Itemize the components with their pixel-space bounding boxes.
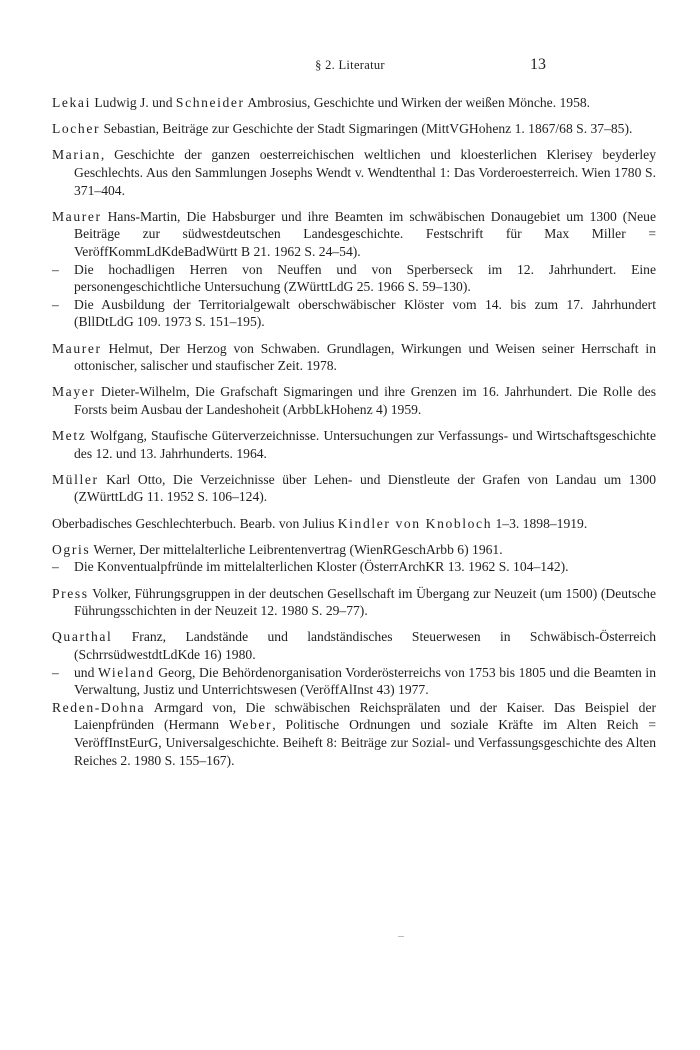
entry-text: Franz, Landstände und landständisches Steuerwesen in Schwäbisch-Österreich (SchrrsüdwestdtLdKde 16) 1980. [74,629,656,662]
bibliography-entry-marian [52,146,656,199]
author-name: Press [52,585,89,601]
bibliography-entry-locher [52,120,656,138]
entry-text: Die Konventualpfründe im mittelalterlichen Kloster (ÖsterrArchKR 13. 1962 S. 104–142). [74,559,569,575]
bibliography-list [52,94,656,769]
author-name: Reden-Dohna [52,699,146,715]
author-name: Lekai [52,95,91,110]
bibliography-entry-mueller [52,471,656,506]
author-name: Ogris [52,541,91,557]
entry-text: Helmut, Der Herzog von Schwaben. Grundlagen, Wirkungen und Weisen seiner Herrschaft in ottonischer, salischer und staufischer Zeit. 1978. [74,340,656,374]
bibliography-subentry [52,664,656,699]
bibliography-entry-reden-dohna [52,699,656,769]
entry-text: , Politische Ordnungen und soziale Kräfte im Alten Reich = VeröffInstEurG, Universalgeschichte. Beiheft 8: Beiträge zur Sozial- und Verfassungsgeschichte des Alten Reiches 2. 1980 S. 155–167). [74,717,656,768]
bibliography-subentry [52,261,656,296]
entry-text: Georg, Die Behördenorganisation Vorderösterreichs von 1753 bis 1805 und die Beamten in Verwaltung, Justiz und Unterrichtswesen (VeröffAlInst 43) 1977. [74,664,656,698]
author-name: Maurer [52,340,102,356]
bibliography-entry-maurer-helmut [52,340,656,375]
dash-marker: – [52,559,59,575]
dash-marker: – [52,664,59,680]
entry-text: Volker, Führungsgruppen in der deutschen Gesellschaft im Übergang zur Neuzeit (um 1500) (Deutsche Führungsschichten in der Neuzeit 12. 1980 S. 29–77). [74,585,656,619]
author-name: Metz [52,428,87,444]
author-name: Müller [52,471,99,487]
bibliography-entry-lekai [52,94,656,112]
page-header [0,56,700,76]
bibliography-entry-mayer [52,383,656,418]
running-head: § 2. Literatur [315,58,385,72]
entry-text: Oberbadisches Geschlechterbuch. Bearb. von Julius [52,515,338,531]
scan-mark [398,936,404,937]
entry-text: Sebastian, Beiträge zur Geschichte der Stadt Sigmaringen (MittVGHohenz 1. 1867/68 S. 37–85). [100,121,633,137]
author-name: Maurer [52,208,102,224]
bibliography-entry-maurer-hans-martin [52,208,656,261]
bibliography-entry-quarthal [52,628,656,663]
bibliography-entry-press [52,585,656,620]
author-name: Kindler von Knobloch [337,515,493,531]
dash-marker: – [52,261,59,277]
entry-text: Ambrosius, Geschichte und Wirken der weißen Mönche. 1958. [244,95,591,110]
entry-text: Werner, Der mittelalterliche Leibrentenvertrag (WienRGeschArbb 6) 1961. [90,541,503,557]
bibliography-subentry [52,296,656,331]
author-name: Marian [52,147,101,163]
entry-text: Hans-Martin, Die Habsburger und ihre Beamten im schwäbischen Donaugebiet um 1300 (Neue Beiträge zur südwestdeutschen Landesgeschichte. Festschrift für Max Miller = VeröffKommLdKdeBadWürtt B 21. 1962 S. 24–54). [74,208,656,259]
entry-text: 1–3. 1898–1919. [492,515,588,531]
entry-text: Wolfgang, Staufische Güterverzeichnisse. Untersuchungen zur Verfassungs- und Wirtschaftsgeschichte des 12. und 13. Jahrhunderts. 1964. [74,428,656,461]
author-name: Mayer [52,384,96,400]
author-name: Weber [229,717,273,733]
author-name: Wieland [97,664,155,680]
author-name: Schneider [175,95,245,110]
author-name: Quarthal [52,629,113,645]
entry-text: Dieter-Wilhelm, Die Grafschaft Sigmaringen und ihre Grenzen im 16. Jahrhundert. Die Rolle des Forsts beim Ausbau der Landeshoheit (ArbbLkHohenz 4) 1959. [74,384,656,417]
page-number: 13 [530,56,546,73]
bibliography-entry-ogris [52,541,656,559]
entry-text: , Geschichte der ganzen oesterreichischen weltlichen und kloesterlichen Klerisey beyderley Geschlechts. Aus den Sammlungen Josephs Wendt v. Wendtenthal 1: Das Vorderoesterreich. Wien 1780 S. 371–404. [74,147,656,198]
entry-text: Karl Otto, Die Verzeichnisse über Lehen- und Dienstleute der Grafen von Landau um 1300 (ZWürttLdG 11. 1952 S. 106–124). [74,471,656,505]
entry-text: Armgard von, Die schwäbischen Reichsprälaten und der Kaiser. Das Beispiel der Laienpfründen (Hermann [74,699,656,733]
entry-text: Ludwig J. und [90,95,176,110]
entry-text: und [74,664,98,680]
entry-text: Die hochadligen Herren von Neuffen und von Sperberseck im 12. Jahrhundert. Eine personengeschichtliche Untersuchung (ZWürttLdG 25. 1966 S. 59–130). [74,261,656,295]
bibliography-entry-oberbadisches [52,515,656,533]
author-name: Locher [52,121,101,137]
bibliography-entry-metz [52,427,656,462]
dash-marker: – [52,296,59,312]
bibliography-subentry [52,558,656,576]
entry-text: Die Ausbildung der Territorialgewalt oberschwäbischer Klöster vom 14. bis zum 17. Jahrhundert (BllDtLdG 109. 1973 S. 151–195). [74,296,656,330]
